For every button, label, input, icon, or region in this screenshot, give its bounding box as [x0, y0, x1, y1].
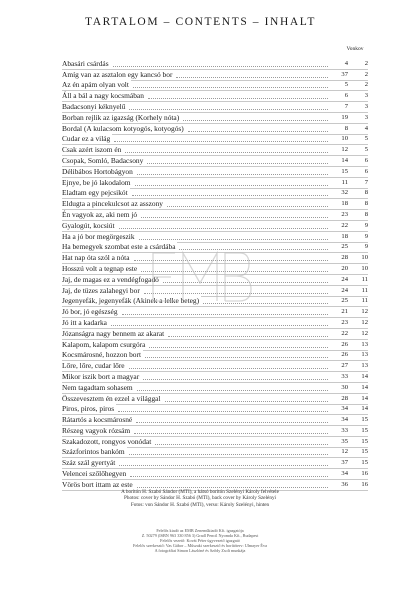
song-title: Az én apám olyan volt: [62, 80, 129, 90]
toc-row: [62, 113, 368, 124]
song-title: Mikor iszik bort a magyar: [62, 371, 140, 381]
toc-row: [62, 458, 368, 469]
track-number: 4: [364, 124, 368, 132]
toc-row: [62, 81, 368, 92]
dot-leader: [165, 401, 329, 402]
page-number: 35: [341, 437, 348, 445]
track-number: 14: [361, 405, 368, 413]
track-number: 11: [361, 275, 368, 283]
credit-line: A borítón H. Szabó Sándor (MTI), a hátsó borítón Szelényi Károly felvétele: [121, 489, 279, 495]
page-number: 34: [341, 405, 348, 413]
page-title: TARTALOM – CONTENTS – INHALT: [85, 16, 316, 28]
toc-row: [62, 361, 368, 372]
song-title: Részeg vagyok rózsám: [62, 425, 131, 435]
page-number: 37: [341, 459, 348, 467]
track-number: 14: [361, 372, 368, 380]
song-title: Jó bor, jó egészség: [62, 307, 118, 317]
dot-leader: [137, 487, 328, 488]
toc-row: [62, 405, 368, 416]
song-title: Piros, piros, piros: [62, 404, 115, 414]
song-title: Százforintos bankóm: [62, 447, 125, 457]
song-title: Nem tagadtam sohasem: [62, 382, 133, 392]
dot-leader: [113, 66, 328, 67]
toc-row: [62, 124, 368, 135]
track-number: 2: [364, 59, 368, 67]
dot-leader: [148, 98, 328, 99]
toc-row: [62, 383, 368, 394]
dot-leader: [176, 77, 328, 78]
page-number: 26: [341, 351, 348, 359]
page-number: 22: [341, 329, 348, 337]
toc-row: [62, 437, 368, 448]
song-title: Velencei szőlőhegyen: [62, 469, 127, 479]
track-number: 15: [361, 416, 368, 424]
dot-leader: [183, 120, 328, 121]
track-number: 15: [361, 426, 368, 434]
imprint-line: Felelős vezető: Kovát Péter ügyvezető igazgató: [160, 538, 240, 544]
toc-row: [62, 102, 368, 113]
page-number: 22: [341, 221, 348, 229]
page-number: 26: [341, 340, 348, 348]
page-number: 23: [341, 318, 348, 326]
song-title: Délibábos Hortobágyon: [62, 166, 133, 176]
song-title: Lőre, lőre, cudar lőre: [62, 361, 125, 371]
page-number: 10: [341, 135, 348, 143]
toc-row: [62, 167, 368, 178]
song-title: Amíg van az asztalon egy kancsó bor: [62, 69, 173, 79]
track-number: 3: [364, 113, 368, 121]
song-title: Én vagyok az, aki nem jó: [62, 209, 138, 219]
track-number: 8: [364, 210, 368, 218]
toc-row: [62, 426, 368, 437]
track-number: 13: [361, 351, 368, 359]
page-number: 34: [341, 470, 348, 478]
track-number: 3: [364, 102, 368, 110]
page-number: 11: [341, 178, 348, 186]
dot-leader: [134, 433, 328, 434]
track-number: 3: [364, 92, 368, 100]
track-number: 15: [361, 448, 368, 456]
page-number: 4: [344, 59, 348, 67]
song-title: Ha a jó bor megörgeszik: [62, 231, 135, 241]
toc-row: [62, 469, 368, 480]
dot-leader: [136, 422, 328, 423]
page-number: 30: [341, 383, 348, 391]
dot-leader: [147, 163, 328, 164]
song-title: Abasári csárdás: [62, 58, 109, 68]
dot-leader: [133, 87, 328, 88]
page-number: 28: [341, 254, 348, 262]
page-number: 21: [341, 308, 348, 316]
song-title: Ha bemegyek szombat este a csárdába: [62, 242, 176, 252]
toc-row: [62, 178, 368, 189]
track-number: 9: [364, 232, 368, 240]
track-number: 5: [364, 146, 368, 154]
track-number: 14: [361, 394, 368, 402]
page-number: 32: [341, 189, 348, 197]
page-number: 15: [341, 167, 348, 175]
dot-leader: [137, 390, 328, 391]
song-title: Eldugta a pincekulcsot az asszony: [62, 199, 163, 209]
dot-leader: [143, 379, 328, 380]
song-title: Jaj, de tüzes zalahegyi bor: [62, 285, 140, 295]
page-number: 23: [341, 210, 348, 218]
dot-leader: [188, 131, 328, 132]
dot-leader: [155, 444, 328, 445]
page-number: 14: [341, 156, 348, 164]
track-number: 14: [361, 383, 368, 391]
page-number: 19: [341, 113, 348, 121]
dot-leader: [145, 357, 328, 358]
track-number: 2: [364, 70, 368, 78]
track-number: 12: [361, 318, 368, 326]
song-title: Szakadozott, rongyos vonódat: [62, 436, 152, 446]
page-number: 12: [341, 146, 348, 154]
track-number: 11: [361, 297, 368, 305]
page-number: 25: [341, 243, 348, 251]
song-title: Jó itt a kadarka: [62, 317, 107, 327]
song-title: Eladtam egy pejcsikót: [62, 188, 128, 198]
song-title: Száz szál gyertyát: [62, 458, 116, 468]
track-number: 10: [361, 254, 368, 262]
song-title: Badacsonyi kéknyelű: [62, 101, 126, 111]
track-number: 10: [361, 264, 368, 272]
track-number: 8: [364, 189, 368, 197]
page-number: 33: [341, 426, 348, 434]
song-title: Jegenyefák, jegenyefák (Akinek a lelke beteg): [62, 296, 200, 306]
toc-row: [62, 189, 368, 200]
credit-line: Fotos: von Sándor H. Szabó (MTI), verso: Károly Szelényi, hinten: [130, 501, 270, 508]
page-number: 5: [344, 81, 348, 89]
track-number: 12: [361, 329, 368, 337]
imprint-line: Felelős szerkesztő: Vas Gábor – Műszaki szerkesztő és borítóterv: Ulmayer Éva: [133, 543, 267, 549]
toc-row: [62, 199, 368, 210]
track-number: 15: [361, 459, 368, 467]
toc-row: [62, 91, 368, 102]
toc-row: [62, 340, 368, 351]
track-number: 6: [364, 167, 368, 175]
song-title: Józanságra nagy bennem az akarat: [62, 328, 165, 338]
toc-row: [62, 394, 368, 405]
track-number: 9: [364, 221, 368, 229]
song-title: Bordal (A kulacsom kotyogós, kotyogós): [62, 123, 184, 133]
track-number: 8: [364, 200, 368, 208]
track-number: 16: [361, 470, 368, 478]
imprint-line: Felelős kiadó az EMB Zeneműkiadó Kft. igazgatója: [156, 528, 244, 533]
track-number: 15: [361, 437, 368, 445]
toc-row: [62, 156, 368, 167]
page-number: 7: [344, 102, 348, 110]
track-number: 13: [361, 362, 368, 370]
toc-row: [62, 59, 368, 70]
page-number: 18: [341, 232, 348, 240]
track-number: 9: [364, 243, 368, 251]
track-number: 6: [364, 156, 368, 164]
dot-leader: [129, 368, 328, 369]
song-title: Vörös bort ittam az este: [62, 479, 133, 489]
dot-leader: [168, 336, 328, 337]
page-number: 36: [341, 480, 348, 488]
song-title: Áll a bál a nagy kocsmában: [62, 91, 144, 101]
imprint: [90, 528, 310, 553]
toc-row: [62, 145, 368, 156]
page-number: 24: [341, 286, 348, 294]
track-number: 5: [364, 135, 368, 143]
emb-watermark-logo: [145, 231, 255, 327]
page-number: 27: [341, 362, 348, 370]
toc-row: [62, 372, 368, 383]
track-number: 2: [364, 81, 368, 89]
song-title: Cudar ez a világ: [62, 134, 111, 144]
dot-leader: [129, 454, 328, 455]
page-number: 8: [344, 124, 348, 132]
dot-leader: [114, 141, 328, 142]
toc-row: [62, 210, 368, 221]
dot-leader: [149, 347, 328, 348]
toc-row: [62, 448, 368, 459]
song-title: Csak azért iszom én: [62, 145, 122, 155]
toc-row: [62, 415, 368, 426]
imprint-line: Z. 50279 (ISBN 963 330 856 3) Gradl Pencil Nyomda Kft., Budapest: [141, 533, 259, 539]
song-title: Ejnye, be jó lakodalom: [62, 177, 131, 187]
page-number: 24: [341, 275, 348, 283]
track-number: 16: [361, 480, 368, 488]
page-number: 6: [344, 92, 348, 100]
page-number: 37: [341, 70, 348, 78]
song-title: Gyalogút, kocsiút: [62, 220, 115, 230]
page-number: 12: [341, 448, 348, 456]
song-title: Kalapom, kalapom csurgóra: [62, 339, 146, 349]
toc-row: [62, 70, 368, 81]
page-number: 34: [341, 416, 348, 424]
song-title: Jaj, de magas ez a vendégfogadó: [62, 274, 159, 284]
imprint-line: A fotográfiai Simon Lászlóné és Sződy Zsolt munkája: [154, 548, 246, 554]
song-title: Összevesztem én ezzel a világgal: [62, 393, 161, 403]
dot-leader: [135, 185, 328, 186]
dot-leader: [118, 411, 328, 412]
track-number: 7: [364, 178, 368, 186]
track-number: 12: [361, 308, 368, 316]
column-header: Vonkov: [346, 46, 364, 52]
song-title: Kocsmárosné, hozzon bort: [62, 350, 142, 360]
page-number: 28: [341, 394, 348, 402]
track-number: 13: [361, 340, 368, 348]
track-number: 11: [361, 286, 368, 294]
dot-leader: [167, 206, 328, 207]
toc-row: [62, 351, 368, 362]
credit-line: Photos: cover by Sándor H. Szabó (MTI), back cover by Károly Szelényi: [124, 495, 276, 502]
dot-leader: [125, 152, 328, 153]
page-number: 25: [341, 297, 348, 305]
song-title: Borban rejlik az igazság (Korhely nóta): [62, 112, 180, 122]
toc-row: [62, 329, 368, 340]
dot-leader: [141, 217, 328, 218]
song-title: Hat nap óta szól a nóta: [62, 253, 130, 263]
dot-leader: [119, 228, 328, 229]
page-number: 18: [341, 200, 348, 208]
song-title: Hosszú volt a tegnap este: [62, 263, 138, 273]
page-number: 33: [341, 372, 348, 380]
dot-leader: [129, 109, 328, 110]
dot-leader: [137, 174, 328, 175]
song-title: Rátartós a kocsmárosné: [62, 415, 133, 425]
song-title: Csopak, Somló, Badacsony: [62, 155, 144, 165]
page-number: 20: [341, 264, 348, 272]
dot-leader: [130, 476, 328, 477]
photo-credits: [80, 489, 320, 508]
toc-row: [62, 135, 368, 146]
dot-leader: [132, 195, 328, 196]
dot-leader: [119, 465, 328, 466]
